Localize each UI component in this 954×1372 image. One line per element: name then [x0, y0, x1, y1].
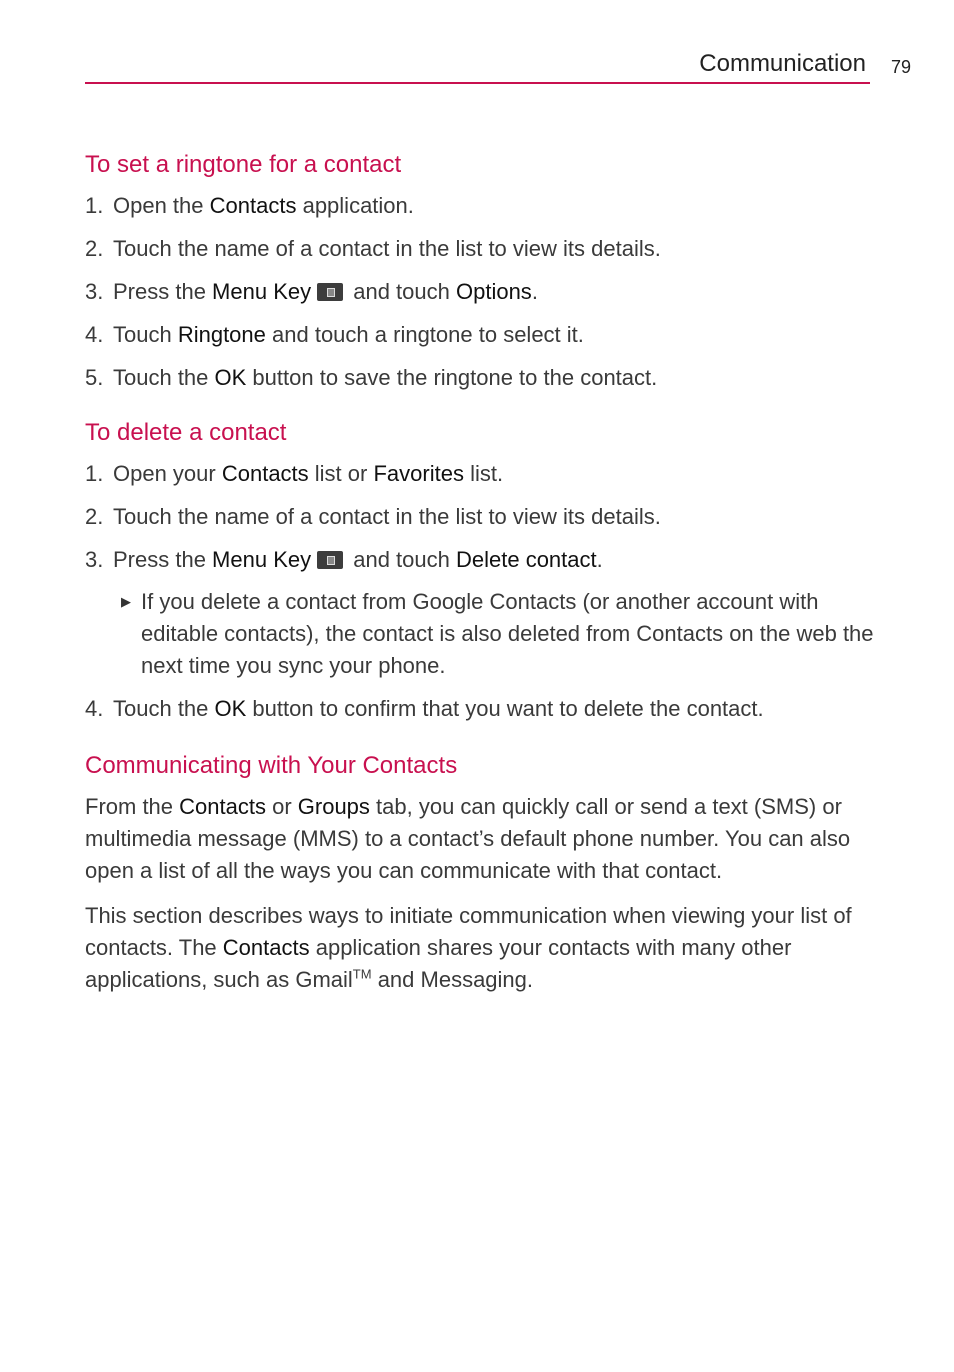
chapter-title: Communication [699, 50, 866, 77]
ringtone-steps [85, 190, 875, 394]
page-number: 79 [891, 57, 912, 77]
list-item [85, 458, 875, 490]
list-item [85, 276, 875, 308]
step-text: Press the Menu Key and touch Options. [113, 279, 538, 304]
list-item [85, 190, 875, 222]
section-heading-delete: To delete a contact [85, 419, 287, 446]
list-item [85, 362, 875, 394]
section-heading-communicating: Communicating with Your Contacts [85, 752, 458, 779]
list-item [85, 544, 875, 576]
list-item [85, 501, 875, 533]
menu-key-icon [317, 551, 343, 569]
trademark: TM [352, 966, 372, 982]
section-heading-ringtone: To set a ringtone for a contact [85, 151, 402, 178]
step-number: 1. [85, 193, 104, 218]
paragraph: This section describes ways to initiate communication when viewing your list of contacts. The Contacts application shares your contacts with many other applications, such as Gmail™ and Messaging. [85, 903, 852, 992]
list-item [85, 233, 875, 265]
step-number: 4. [85, 696, 104, 721]
step-text: Touch the OK button to save the ringtone to the contact. [113, 365, 658, 390]
page-header [85, 50, 870, 84]
step-number: 3. [85, 279, 104, 304]
step-number: 5. [85, 365, 104, 390]
step-number: 2. [85, 236, 104, 261]
step-text: Open your Contacts list or Favorites list. [113, 461, 504, 486]
step-number: 2. [85, 504, 104, 529]
menu-key-icon [317, 283, 343, 301]
delete-steps [85, 458, 875, 725]
step-text: Touch Ringtone and touch a ringtone to select it. [113, 322, 584, 347]
bullet-triangle-icon: ▶ [121, 594, 131, 609]
step-text: Press the Menu Key and touch Delete contact. [113, 547, 603, 572]
step-number: 3. [85, 547, 104, 572]
step-text: Touch the name of a contact in the list to view its details. [113, 236, 661, 261]
step-text: Touch the name of a contact in the list to view its details. [113, 504, 661, 529]
list-item [85, 693, 875, 725]
list-item [85, 319, 875, 351]
note-bullet [121, 586, 875, 682]
step-text: Open the Contacts application. [113, 193, 414, 218]
page-content [85, 148, 875, 1009]
note-text: If you delete a contact from Google Contacts (or another account with editable contacts), the contact is also deleted from Contacts on the web the next time you sync your phone. [141, 589, 874, 678]
step-number: 1. [85, 461, 104, 486]
step-number: 4. [85, 322, 104, 347]
paragraph: From the Contacts or Groups tab, you can quickly call or send a text (SMS) or multimedia message (MMS) to a contact’s default phone number. You can also open a list of all the ways you can communicate with that contact. [85, 794, 851, 883]
step-text: Touch the OK button to confirm that you want to delete the contact. [113, 696, 764, 721]
